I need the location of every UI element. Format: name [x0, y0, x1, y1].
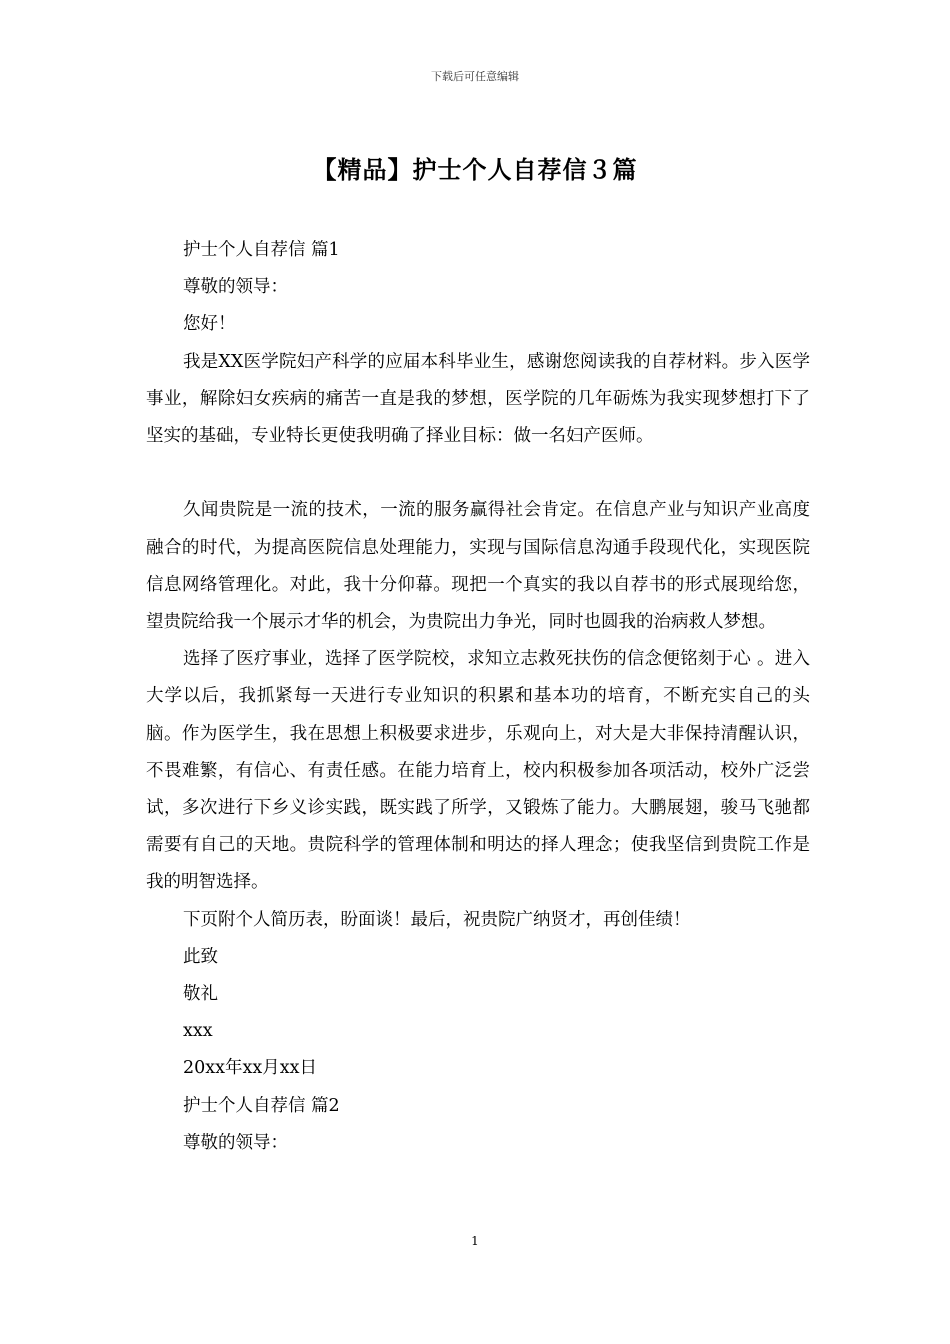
body-paragraph: 我是XX医学院妇产科学的应届本科毕业生，感谢您阅读我的自荐材料。步入医学事业，解除妇女疾病的痛苦一直是我的梦想，医学院的几年砺炼为我实现梦想打下了坚实的基础，专业特长更使我明确了择业目标：做一名妇产医师。 [146, 351, 810, 447]
salutation: 尊敬的领导： [183, 1132, 288, 1153]
body-paragraph: 选择了医疗事业，选择了医学院校，求知立志救死扶伤的信念便铭刻于心 。进入大学以后，我抓紧每一天进行专业知识的积累和基本功的培育，不断充实自己的头脑。作为医学生，我在思想上积极要求进步，乐观向上，对大是大非保持清醒认识，不畏难繁，有信心、有责任感。在能力培育上，校内积极参加各项活动，校外广泛尝试，多次进行下乡义诊实践，既实践了所学，又锻炼了能力。大鹏展翅，骏马飞驰都需要有自己的天地。贵院科学的管理体制和明达的择人理念；使我坚信到贵院工作是我的明智选择。 [146, 649, 810, 893]
header-note: 下载后可任意编辑 [431, 70, 519, 83]
section-heading: 护士个人自荐信 篇2 [183, 1095, 340, 1116]
closing-line: 下页附个人简历表，盼面谈！最后，祝贵院广纳贤才，再创佳绩！ [183, 909, 691, 930]
closing-jingli: 敬礼 [183, 984, 218, 1005]
page-number: 1 [471, 1234, 479, 1248]
signature-name: xxx [183, 1021, 213, 1042]
section-heading: 护士个人自荐信 篇1 [183, 240, 340, 260]
greeting: 您好！ [183, 314, 236, 335]
document-title: 【精品】护士个人自荐信３篇 [312, 156, 638, 184]
body-paragraph: 久闻贵院是一流的技术，一流的服务赢得社会肯定。在信息产业与知识产业高度融合的时代，为提高医院信息处理能力，实现与国际信息沟通手段现代化，实现医院信息网络管理化。对此，我十分仰幕。现把一个真实的我以自荐书的形式展现给您，望贵院给我一个展示才华的机会，为贵院出力争光，同时也圆我的治病救人梦想。 [146, 500, 810, 633]
paragraph-gap [146, 455, 810, 492]
salutation: 尊敬的领导： [183, 277, 288, 298]
signature-date: 20xx年xx月xx日 [183, 1058, 317, 1079]
document-body [146, 232, 810, 1162]
closing-cizhi: 此致 [183, 946, 218, 967]
